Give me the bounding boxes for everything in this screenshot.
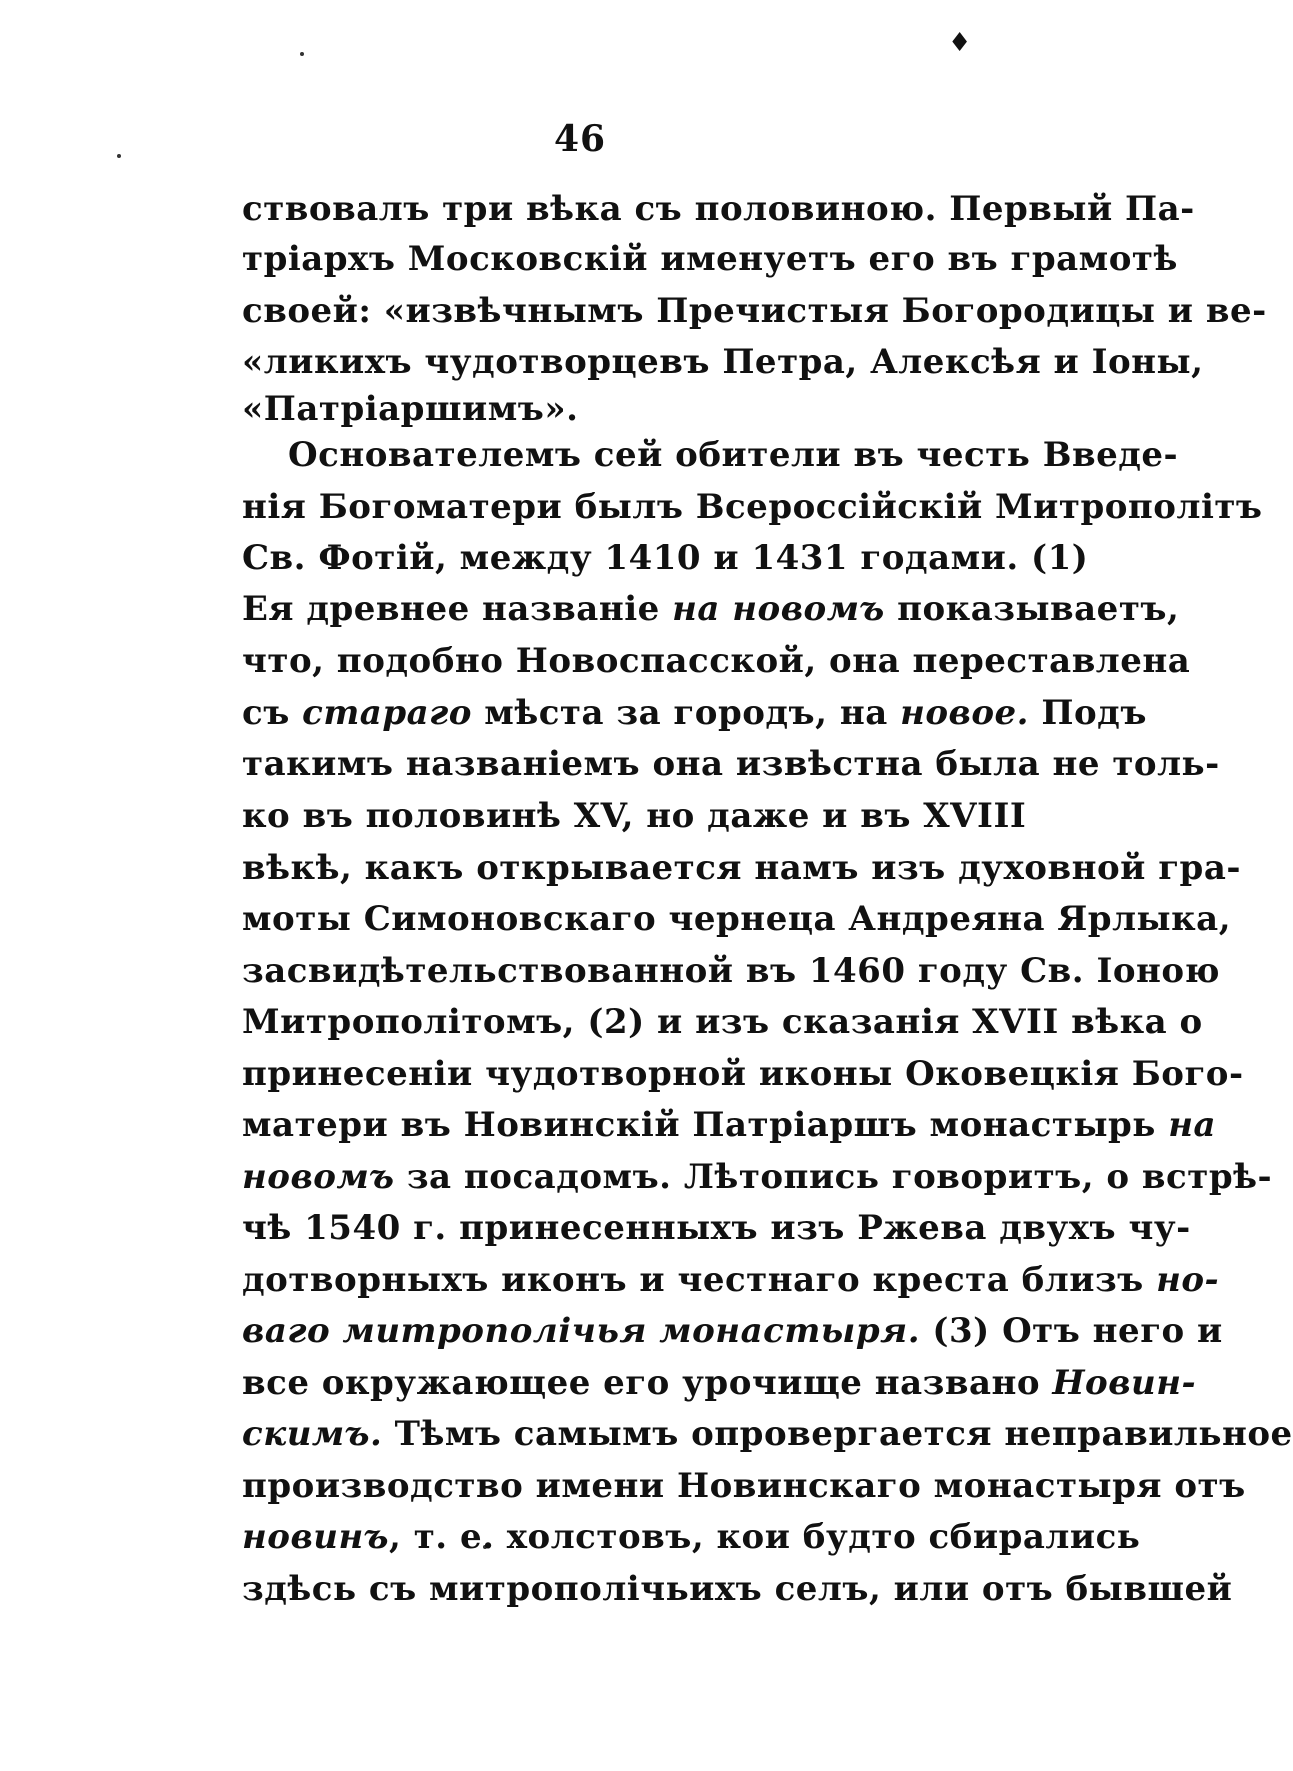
text-line <box>242 1151 1273 1203</box>
text-line <box>242 1048 1244 1100</box>
text-line <box>242 1563 1233 1615</box>
text-run: тріархъ Московскій именуетъ его въ грамотѣ <box>242 239 1178 279</box>
italic-text: ваго митрополічья монастыря. <box>242 1311 921 1351</box>
text-run: вѣкѣ, какъ открывается намъ изъ духовной гра- <box>242 848 1241 888</box>
text-line <box>242 336 1204 388</box>
text-run: такимъ названіемъ она извѣстна была не толь- <box>242 744 1220 784</box>
text-run: мѣста за городъ, на <box>471 693 901 733</box>
text-line <box>242 790 1026 842</box>
corner-diamond-mark: ♦ <box>948 28 972 58</box>
text-line <box>288 429 1179 481</box>
text-run: нія Богоматери былъ Всероссійскій Митрополітъ <box>242 487 1263 527</box>
italic-text: но- <box>1156 1260 1220 1300</box>
text-line <box>242 996 1203 1048</box>
text-run: Подъ <box>1029 693 1147 733</box>
text-run: моты Симоновскаго чернеца Андреяна Ярлыка, <box>242 899 1232 939</box>
text-run: ствовалъ три вѣка съ половиною. Первый Па- <box>242 189 1195 229</box>
text-line <box>242 1099 1217 1151</box>
italic-text: новое. <box>900 693 1030 733</box>
page-number: 46 <box>553 118 607 160</box>
text-run: за посадомъ. Лѣтопись говоритъ, о встрѣ- <box>394 1157 1273 1197</box>
italic-text: новинъ <box>242 1517 390 1557</box>
text-run: Св. Фотій, между 1410 и 1431 годами. (1) <box>242 538 1089 578</box>
text-line <box>242 1460 1246 1512</box>
text-line <box>242 183 1195 235</box>
text-line <box>242 1408 1293 1460</box>
text-run: что, подобно Новоспасской, она переставлена <box>242 641 1191 681</box>
text-run: показываетъ, <box>884 589 1180 629</box>
text-run: (3) Отъ него и <box>920 1311 1223 1351</box>
text-run: съ <box>242 693 303 733</box>
text-line <box>242 842 1241 894</box>
text-run: Тѣмъ самымъ опровергается неправильное <box>382 1414 1293 1454</box>
text-line <box>242 893 1232 945</box>
text-line <box>242 383 1026 435</box>
text-run: «ликихъ чудотворцевъ Петра, Алексѣя и Іоны, <box>242 342 1204 382</box>
text-run: чѣ 1540 г. принесенныхъ изъ Ржева двухъ чу- <box>242 1208 1191 1248</box>
text-line <box>242 532 1089 584</box>
text-line <box>242 233 1178 285</box>
text-run: все окружающее его урочище названо <box>242 1363 1053 1403</box>
text-run: Ея древнее названіе <box>242 589 673 629</box>
text-run: матери въ Новинскій Патріаршъ монастырь <box>242 1105 1169 1145</box>
text-run: принесеніи чудотворной иконы Оковецкія Бого- <box>242 1054 1244 1094</box>
text-run: , т. е. холстовъ, кои будто сбирались <box>389 1517 1141 1557</box>
text-line <box>242 583 1180 635</box>
text-run: «Патріаршимъ». <box>242 389 579 429</box>
italic-text: на новомъ <box>672 589 885 629</box>
italic-text: стараго <box>302 693 472 733</box>
text-run: дотворныхъ иконъ и честнаго креста близъ <box>242 1260 1157 1300</box>
text-run: производство имени Новинскаго монастыря отъ <box>242 1466 1246 1506</box>
speck <box>300 52 304 56</box>
text-line <box>242 1305 1223 1357</box>
text-line <box>242 1202 1191 1254</box>
text-line <box>242 1254 1220 1306</box>
text-run: Основателемъ сей обители въ честь Введе- <box>288 435 1179 475</box>
text-line <box>242 635 1191 687</box>
italic-text: скимъ. <box>242 1414 383 1454</box>
text-line <box>242 285 1267 337</box>
text-run: своей: «извѣчнымъ Пречистыя Богородицы и ве- <box>242 291 1267 331</box>
italic-text: Новин- <box>1052 1363 1197 1403</box>
text-line <box>242 481 1263 533</box>
text-run: здѣсь съ митрополічьихъ селъ, или отъ бывшей <box>242 1569 1233 1609</box>
text-line <box>242 738 1220 790</box>
italic-text: новомъ <box>242 1157 395 1197</box>
text-line <box>242 945 1220 997</box>
text-run: засвидѣтельствованной въ 1460 году Св. Іоною <box>242 951 1220 991</box>
text-line <box>242 687 1147 739</box>
text-line <box>242 1511 1141 1563</box>
text-run: Митрополітомъ, (2) и изъ сказанія XVII вѣка о <box>242 1002 1203 1042</box>
text-run: ко въ половинѣ XV, но даже и въ XVIII <box>242 796 1027 836</box>
text-line <box>242 1357 1197 1409</box>
italic-text: на <box>1168 1105 1217 1145</box>
